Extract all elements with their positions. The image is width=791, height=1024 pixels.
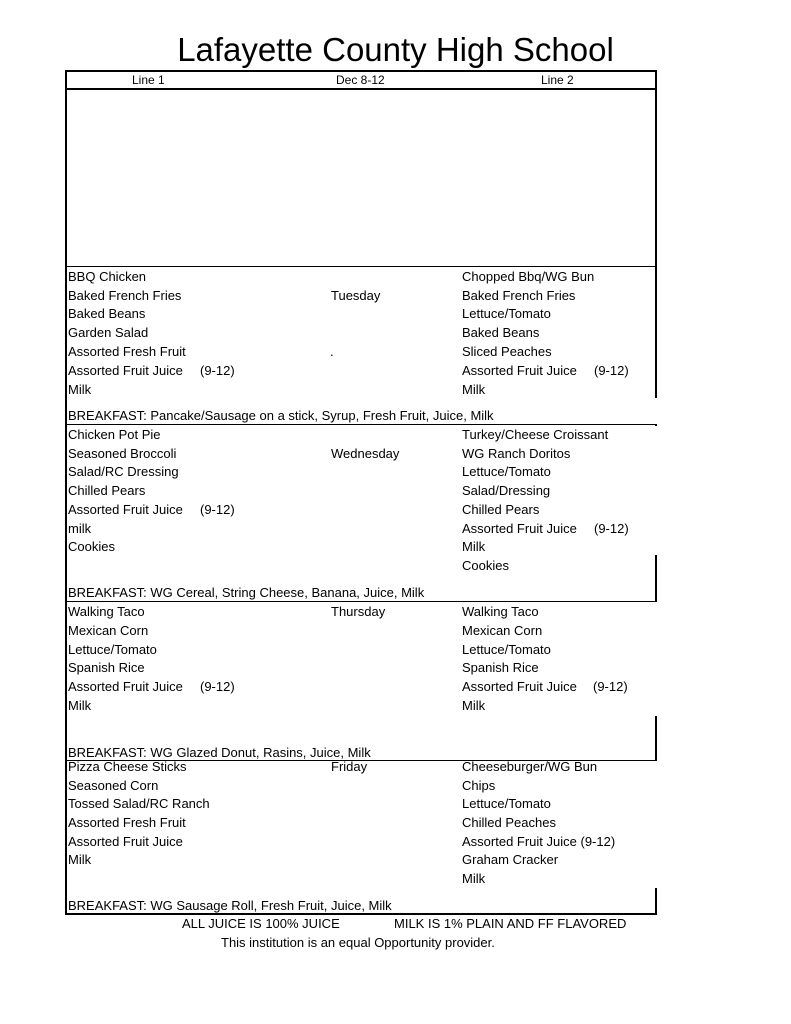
day-mark: .	[330, 344, 334, 359]
list-item: Chopped Bbq/WG Bun	[462, 269, 595, 284]
list-item: Salad/Dressing	[462, 483, 551, 498]
day-label-wednesday: Wednesday	[331, 446, 400, 461]
grade-label: (9-12)	[200, 502, 235, 517]
list-item: Milk	[68, 852, 92, 867]
list-item: Milk	[462, 539, 486, 554]
day-label-tuesday: Tuesday	[331, 288, 381, 303]
list-item: Lettuce/Tomato	[68, 642, 157, 657]
list-item: WG Ranch Doritos	[462, 446, 571, 461]
list-item: Seasoned Broccoli	[68, 446, 177, 461]
list-item: Cookies	[462, 558, 509, 573]
list-item: Milk	[462, 382, 486, 397]
list-item: Milk	[68, 698, 92, 713]
grade-label: (9-12)	[200, 363, 235, 378]
list-item: milk	[68, 521, 92, 536]
list-item: Turkey/Cheese Croissant	[462, 427, 609, 442]
list-item: Spanish Rice	[68, 660, 145, 675]
list-item: Pizza Cheese Sticks	[68, 759, 187, 774]
list-item: Assorted Fresh Fruit	[68, 815, 186, 830]
milk-note: MILK IS 1% PLAIN AND FF FLAVORED	[394, 916, 627, 931]
list-item: Milk	[462, 871, 486, 886]
list-item: Tossed Salad/RC Ranch	[68, 796, 210, 811]
list-item: Assorted Fruit Juice	[462, 521, 577, 536]
breakfast-wednesday: BREAKFAST: WG Cereal, String Cheese, Banana, Juice, Milk	[68, 585, 425, 600]
list-item: Walking Taco	[68, 604, 145, 619]
breakfast-friday: BREAKFAST: WG Sausage Roll, Fresh Fruit, Juice, Milk	[68, 898, 392, 913]
list-item: Cheeseburger/WG Bun	[462, 759, 598, 774]
list-item: Assorted Fruit Juice	[462, 363, 577, 378]
list-item: Assorted Fruit Juice	[68, 679, 183, 694]
grade-label: (9-12)	[200, 679, 235, 694]
list-item: Milk	[462, 698, 486, 713]
list-item: Baked French Fries	[68, 288, 182, 303]
list-item: Mexican Corn	[462, 623, 543, 638]
header-divider	[65, 88, 657, 90]
header-week: Dec 8-12	[336, 73, 385, 87]
list-item: Assorted Fruit Juice	[68, 363, 183, 378]
list-item: Lettuce/Tomato	[462, 642, 551, 657]
list-item: Walking Taco	[462, 604, 539, 619]
equal-opportunity-note: This institution is an equal Opportunity provider.	[221, 935, 495, 950]
list-item: Seasoned Corn	[68, 778, 159, 793]
list-item: Assorted Fruit Juice	[462, 679, 577, 694]
list-item: Baked French Fries	[462, 288, 576, 303]
list-item: Lettuce/Tomato	[462, 464, 551, 479]
tuesday-top-border	[65, 266, 657, 267]
list-item: Chilled Peaches	[462, 815, 556, 830]
breakfast-tuesday: BREAKFAST: Pancake/Sausage on a stick, Syrup, Fresh Fruit, Juice, Milk	[68, 408, 494, 423]
list-item: Garden Salad	[68, 325, 149, 340]
table-right-border-3	[655, 555, 657, 602]
page-title: Lafayette County High School	[177, 31, 614, 68]
list-item: Chips	[462, 778, 496, 793]
juice-note: ALL JUICE IS 100% JUICE	[182, 916, 340, 931]
list-item: BBQ Chicken	[68, 269, 147, 284]
list-item: Lettuce/Tomato	[462, 796, 551, 811]
list-item: Assorted Fruit Juice	[68, 502, 183, 517]
table-right-border-5	[655, 888, 657, 915]
list-item: Mexican Corn	[68, 623, 149, 638]
list-item: Sliced Peaches	[462, 344, 552, 359]
list-item: Salad/RC Dressing	[68, 464, 179, 479]
list-item: Graham Cracker	[462, 852, 559, 867]
grade-label: (9-12)	[593, 679, 628, 694]
grade-label: (9-12)	[594, 363, 629, 378]
breakfast-thursday: BREAKFAST: WG Glazed Donut, Rasins, Juice, Milk	[68, 745, 371, 760]
list-item: Assorted Fresh Fruit	[68, 344, 186, 359]
list-item: Spanish Rice	[462, 660, 539, 675]
list-item: Chicken Pot Pie	[68, 427, 161, 442]
grade-label: (9-12)	[594, 521, 629, 536]
table-right-border-1	[655, 70, 657, 398]
list-item: Lettuce/Tomato	[462, 306, 551, 321]
header-line1: Line 1	[132, 73, 165, 87]
list-item: Chilled Pears	[68, 483, 146, 498]
table-right-border-4	[655, 716, 657, 761]
list-item: Assorted Fruit Juice (9-12)	[462, 834, 616, 849]
list-item: Baked Beans	[68, 306, 146, 321]
day-label-friday: Friday	[331, 759, 368, 774]
list-item: Assorted Fruit Juice	[68, 834, 183, 849]
list-item: Baked Beans	[462, 325, 540, 340]
list-item: Chilled Pears	[462, 502, 540, 517]
list-item: Milk	[68, 382, 92, 397]
list-item: Cookies	[68, 539, 115, 554]
table-right-border-2	[655, 424, 657, 426]
table-left-border	[65, 70, 67, 915]
day-label-thursday: Thursday	[331, 604, 386, 619]
header-line2: Line 2	[541, 73, 574, 87]
